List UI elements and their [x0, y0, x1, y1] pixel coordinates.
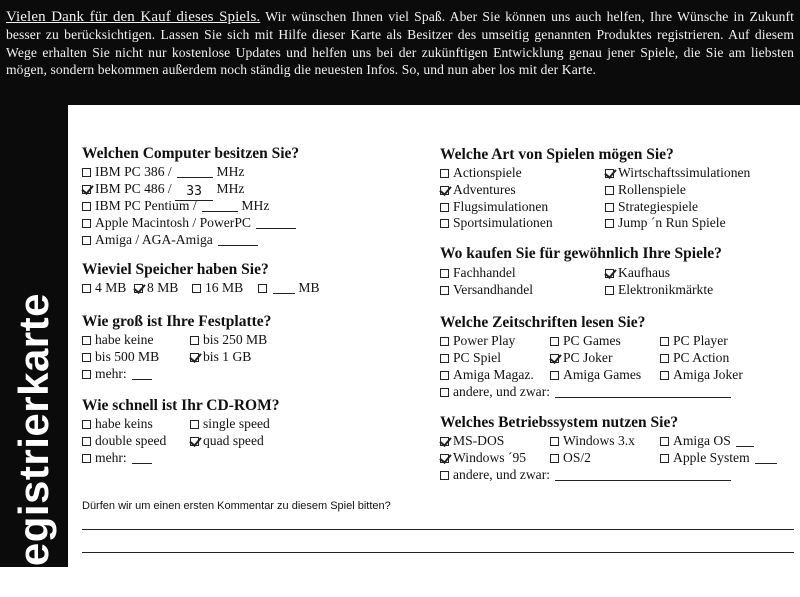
mag-amiga-games[interactable]: Amiga Games [550, 366, 641, 383]
checkbox[interactable] [660, 337, 669, 346]
computer-option-pentium[interactable]: IBM PC Pentium / MHz [82, 197, 269, 214]
checkbox[interactable] [605, 219, 614, 228]
computer-option-mac[interactable]: Apple Macintosh / PowerPC [82, 214, 296, 231]
checkbox-checked[interactable] [605, 169, 614, 178]
checkbox[interactable] [82, 420, 91, 429]
checkbox[interactable] [82, 202, 91, 211]
harddisk-250[interactable]: bis 250 MB [190, 331, 267, 348]
computer-option-386[interactable]: IBM PC 386 / MHz [82, 163, 244, 180]
checkbox[interactable] [440, 337, 449, 346]
checkbox-checked[interactable] [190, 353, 199, 362]
checkbox-checked[interactable] [440, 454, 449, 463]
checkbox[interactable] [550, 454, 559, 463]
os-amigaos[interactable]: Amiga OS [660, 432, 754, 449]
magazines-other-field[interactable] [555, 385, 731, 398]
mag-pc-games[interactable]: PC Games [550, 332, 621, 349]
games-economy[interactable]: Wirtschaftssimulationen [605, 164, 750, 181]
checkbox[interactable] [660, 371, 669, 380]
computer-heading: Welchen Computer besitzen Sie? [82, 145, 300, 162]
checkbox[interactable] [550, 371, 559, 380]
harddisk-heading: Wie groß ist Ihre Festplatte? [82, 313, 272, 330]
card-title: Registrierkarte [10, 293, 57, 597]
model-field[interactable] [256, 216, 296, 229]
checkbox[interactable] [190, 336, 199, 345]
mag-amiga-joker[interactable]: Amiga Joker [660, 366, 743, 383]
memory-16mb[interactable]: 16 MB [192, 279, 243, 296]
mag-power-play[interactable]: Power Play [440, 332, 515, 349]
comment-line-2[interactable] [82, 552, 794, 553]
os-heading: Welches Betriebssystem nutzen Sie? [440, 414, 679, 431]
games-flight[interactable]: Flugsimulationen [440, 198, 548, 215]
mag-amiga-magazin[interactable]: Amiga Magaz. [440, 366, 534, 383]
harddisk-500[interactable]: bis 500 MB [82, 348, 159, 365]
memory-4mb[interactable]: 4 MB [82, 279, 126, 296]
os-apple[interactable]: Apple System [660, 449, 777, 466]
checkbox[interactable] [82, 236, 91, 245]
buy-department-store[interactable]: Kaufhaus [605, 264, 670, 281]
memory-heading: Wieviel Speicher haben Sie? [82, 261, 269, 278]
checkbox[interactable] [190, 420, 199, 429]
mag-pc-action[interactable]: PC Action [660, 349, 729, 366]
checkbox[interactable] [82, 454, 91, 463]
magazines-heading: Welche Zeitschriften lesen Sie? [440, 314, 646, 331]
cdrom-more[interactable]: mehr: [82, 449, 152, 466]
checkbox-checked[interactable] [82, 185, 91, 194]
harddisk-more[interactable]: mehr: [82, 365, 152, 382]
checkbox[interactable] [440, 471, 449, 480]
cdrom-heading: Wie schnell ist Ihr CD-ROM? [82, 397, 280, 414]
mag-pc-player[interactable]: PC Player [660, 332, 728, 349]
memory-field[interactable] [273, 281, 295, 294]
buy-heading: Wo kaufen Sie für gewöhnlich Ihre Spiele? [440, 245, 722, 262]
computer-option-486[interactable]: IBM PC 486 / 33 MHz [82, 180, 244, 201]
checkbox-checked[interactable] [550, 354, 559, 363]
os-msdos[interactable]: MS-DOS [440, 432, 504, 449]
intro-body: Wir wünschen Ihnen viel Spaß. Aber Sie können uns auch helfen, Ihre Wünsche in Zukunft besser zu berücksichtigen. Lassen Sie sich mit Hilfe dieser Karte als Besitzer des umseitig genannten Produktes registrieren. Auf diesem Wege erhalten Sie nicht nur kostenlose Updates und helfen uns bei der zukünftigen Entwicklung genau jener Spiele, die Sie am liebsten mögen, sondern bekommen außerdem noch ständig die neuesten Infos. So, und nun aber los mit der Karte. [6, 9, 795, 77]
cdrom-single[interactable]: single speed [190, 415, 270, 432]
checkbox[interactable] [82, 437, 91, 446]
checkbox[interactable] [550, 337, 559, 346]
cdrom-double[interactable]: double speed [82, 432, 166, 449]
buy-electronics[interactable]: Elektronikmärkte [605, 281, 713, 298]
mag-pc-spiel[interactable]: PC Spiel [440, 349, 501, 366]
checkbox[interactable] [440, 219, 449, 228]
comment-question: Dürfen wir um einen ersten Kommentar zu diesem Spiel bitten? [82, 500, 391, 512]
memory-other[interactable]: MB [258, 279, 320, 296]
model-field[interactable] [218, 233, 258, 246]
games-adventure[interactable]: Adventures [440, 181, 516, 198]
games-rpg[interactable]: Rollenspiele [605, 181, 686, 198]
amigaos-version-field[interactable] [736, 434, 754, 447]
games-jumpnrun[interactable]: Jump ´n Run Spiele [605, 214, 726, 231]
cdrom-field[interactable] [132, 451, 152, 464]
comment-line-1[interactable] [82, 529, 794, 530]
checkbox[interactable] [82, 353, 91, 362]
buy-retail[interactable]: Fachhandel [440, 264, 516, 281]
checkbox[interactable] [440, 203, 449, 212]
checkbox[interactable] [605, 186, 614, 195]
intro-lead: Vielen Dank für den Kauf dieses Spiels. [6, 9, 261, 25]
harddisk-none[interactable]: habe keine [82, 331, 154, 348]
checkbox-checked[interactable] [134, 284, 143, 293]
checkbox-checked[interactable] [440, 186, 449, 195]
os-other[interactable]: andere, und zwar: [440, 466, 731, 483]
checkbox[interactable] [660, 354, 669, 363]
harddisk-field[interactable] [132, 367, 152, 380]
os-other-field[interactable] [555, 468, 731, 481]
checkbox[interactable] [82, 219, 91, 228]
cdrom-quad[interactable]: quad speed [190, 432, 264, 449]
checkbox[interactable] [440, 388, 449, 397]
checkbox[interactable] [440, 169, 449, 178]
memory-8mb[interactable]: 8 MB [134, 279, 178, 296]
checkbox-checked[interactable] [440, 437, 449, 446]
checkbox[interactable] [660, 437, 669, 446]
mhz-field[interactable] [177, 165, 213, 178]
magazines-other[interactable]: andere, und zwar: [440, 383, 731, 400]
checkbox[interactable] [605, 286, 614, 295]
checkbox-checked[interactable] [605, 269, 614, 278]
checkbox[interactable] [660, 454, 669, 463]
os-win95[interactable]: Windows ´95 [440, 449, 526, 466]
apple-version-field[interactable] [755, 451, 777, 464]
checkbox[interactable] [440, 371, 449, 380]
mhz-field[interactable]: 33 [175, 183, 213, 201]
checkbox[interactable] [82, 370, 91, 379]
os-win31[interactable]: Windows 3.x [550, 432, 635, 449]
mhz-field[interactable] [202, 199, 238, 212]
checkbox[interactable] [82, 168, 91, 177]
games-sports[interactable]: Sportsimulationen [440, 214, 553, 231]
checkbox[interactable] [82, 336, 91, 345]
checkbox[interactable] [550, 437, 559, 446]
games-action[interactable]: Actionspiele [440, 164, 522, 181]
buy-mail-order[interactable]: Versandhandel [440, 281, 533, 298]
computer-option-amiga[interactable]: Amiga / AGA-Amiga [82, 231, 258, 248]
harddisk-1gb[interactable]: bis 1 GB [190, 348, 251, 365]
checkbox-checked[interactable] [190, 437, 199, 446]
checkbox[interactable] [440, 286, 449, 295]
intro-banner [0, 0, 800, 105]
sidebar-band [0, 105, 68, 597]
cdrom-none[interactable]: habe keins [82, 415, 153, 432]
games-heading: Welche Art von Spielen mögen Sie? [440, 146, 674, 163]
checkbox[interactable] [82, 284, 91, 293]
intro-text [6, 8, 794, 78]
checkbox[interactable] [192, 284, 201, 293]
checkbox[interactable] [440, 354, 449, 363]
games-strategy[interactable]: Strategiespiele [605, 198, 698, 215]
os-os2[interactable]: OS/2 [550, 449, 591, 466]
checkbox[interactable] [440, 269, 449, 278]
checkbox[interactable] [258, 284, 267, 293]
checkbox[interactable] [605, 203, 614, 212]
mag-pc-joker[interactable]: PC Joker [550, 349, 612, 366]
